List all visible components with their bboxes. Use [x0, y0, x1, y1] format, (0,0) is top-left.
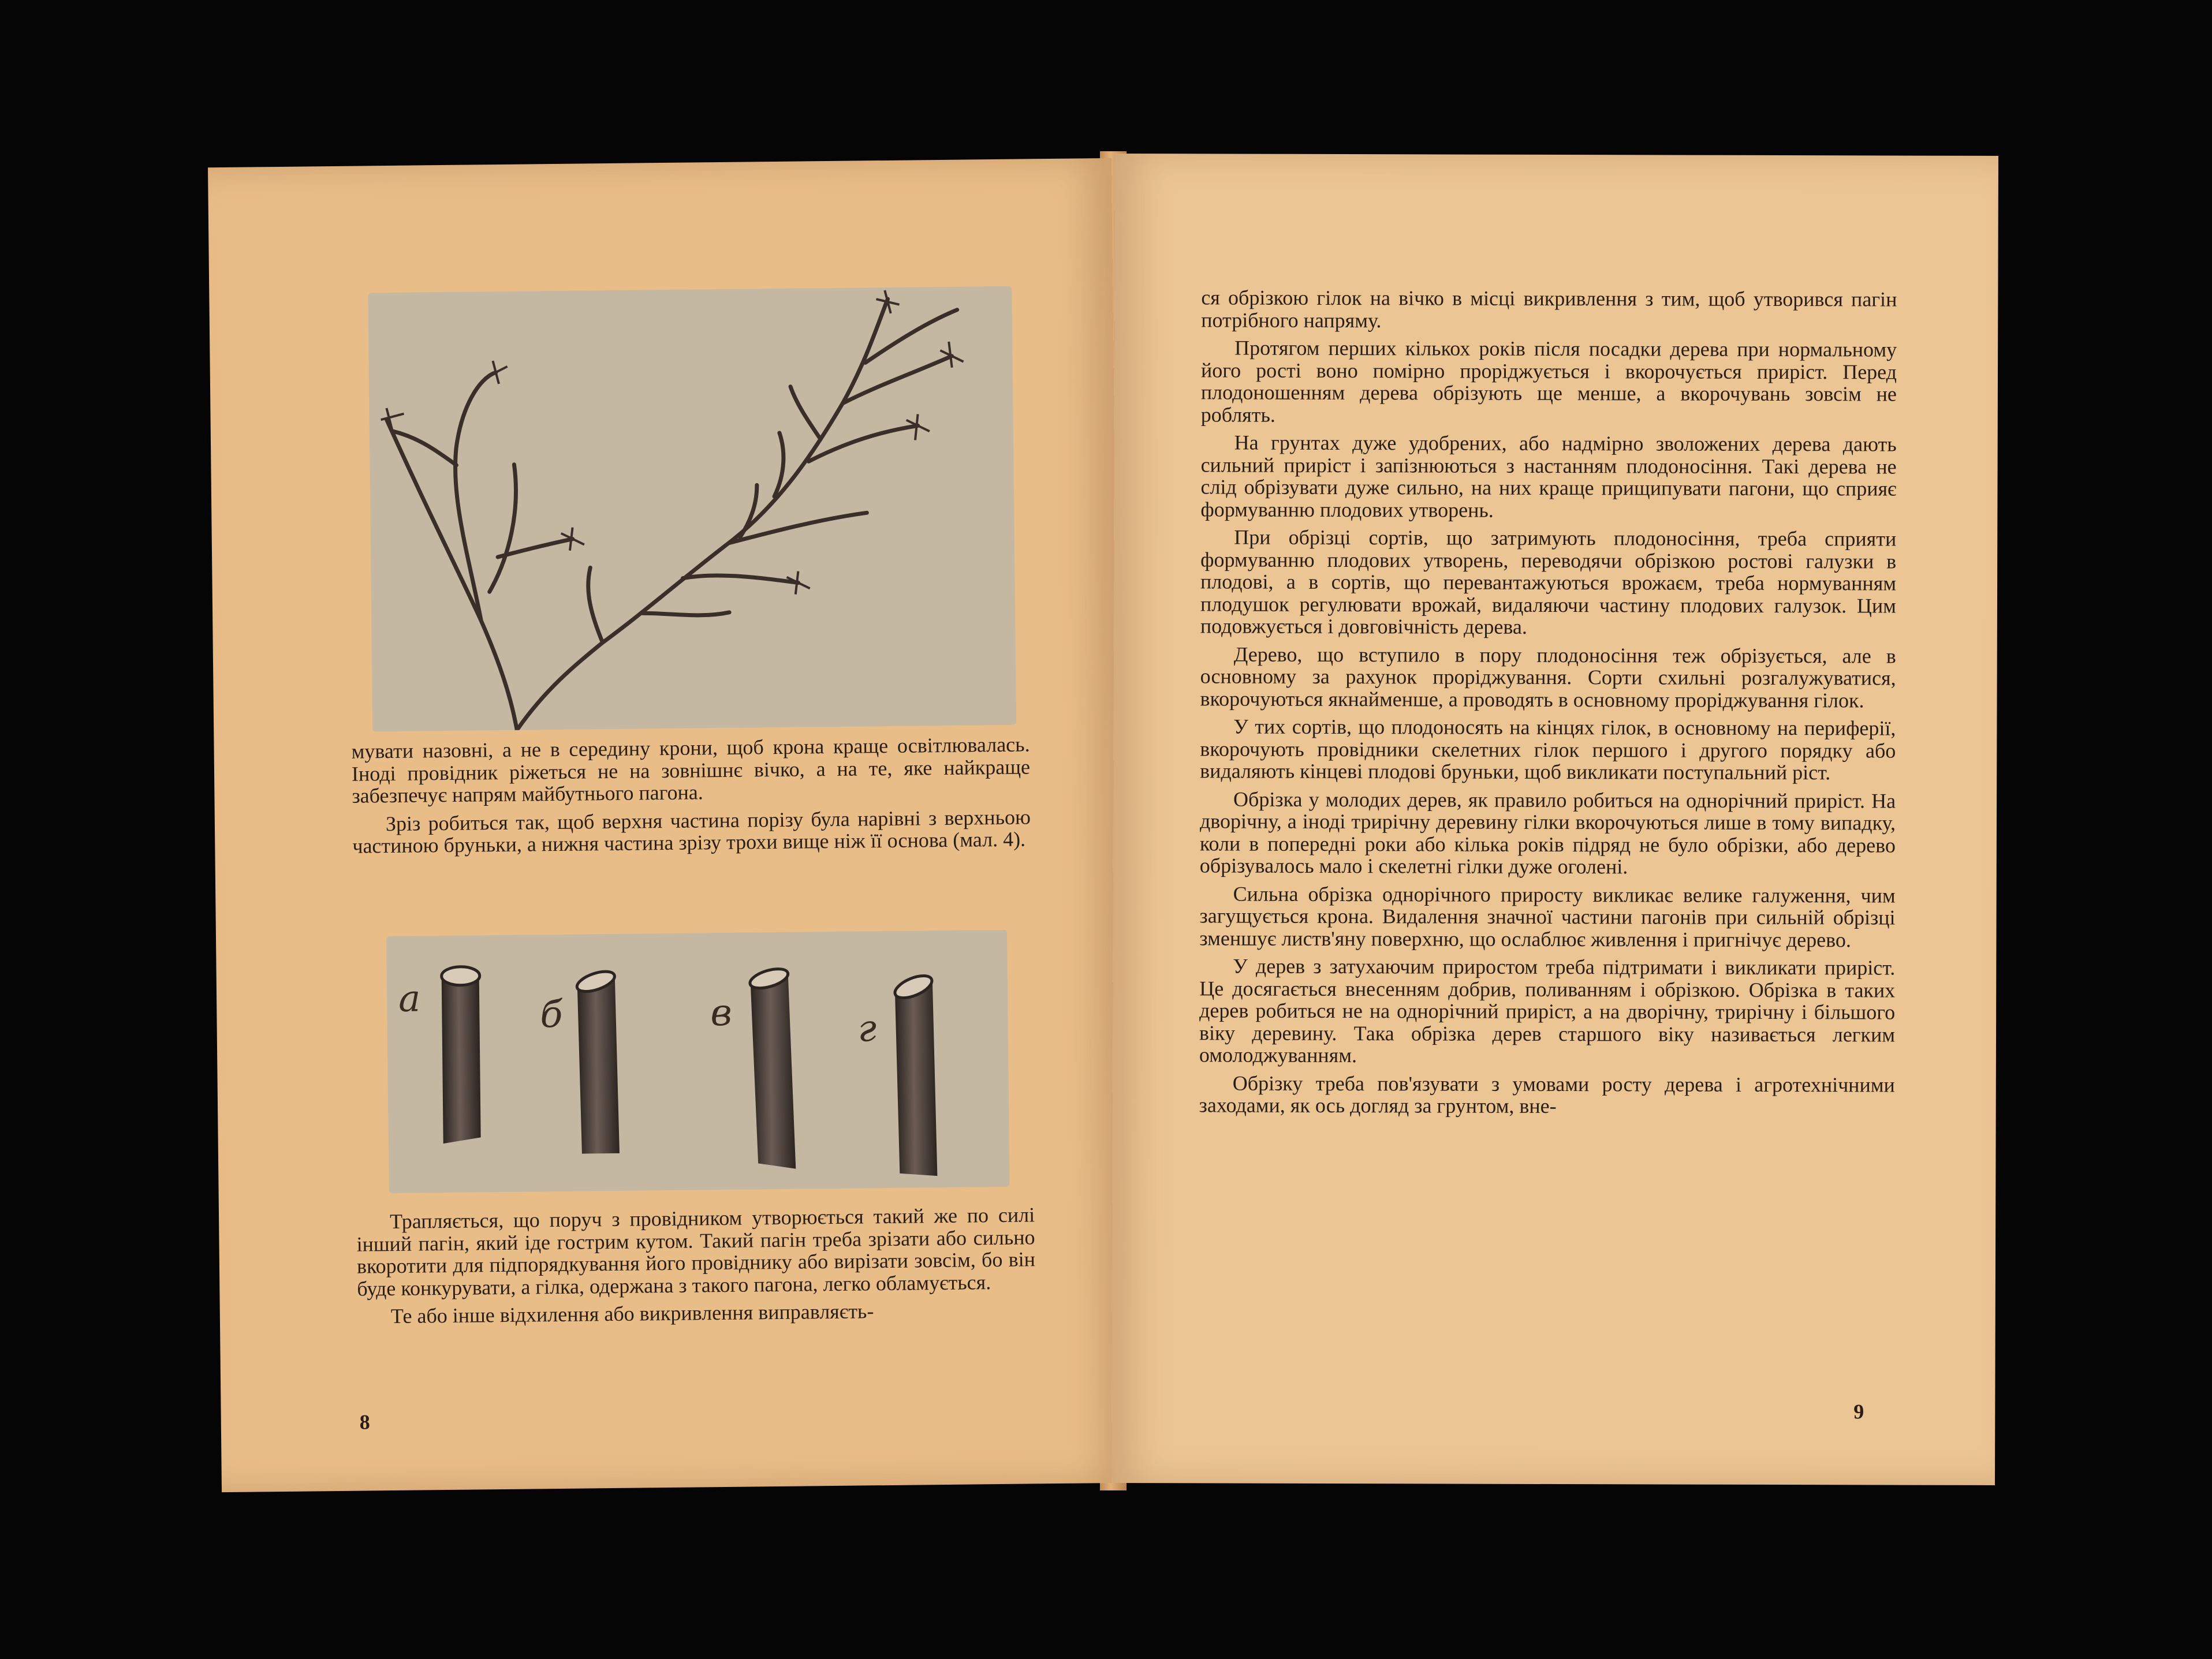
paragraph: Протягом перших кількох років після посадки дерева при нормальному його рості воно помірно проріджується і вкорочується приріст. Перед плодоношенням дерева обрізують ще менше, а вкорочувань зовсім не роблять. [1200, 336, 1897, 427]
branch-illustration [368, 286, 1016, 732]
cut-types-illustration [386, 930, 1010, 1193]
paragraph: Те або інше відхилення або викривлення виправляєть- [390, 1299, 874, 1328]
left-text-bottom [356, 1204, 1036, 1333]
right-page [1111, 154, 1998, 1485]
paragraph: Обрізку треба пов'язувати з умовами росту дерева і агротехнічними заходами, як ось догляд за грунтом, вне- [1199, 1071, 1895, 1118]
page-number-left: 8 [359, 1410, 371, 1434]
branch-drawing [368, 286, 1016, 732]
left-page [208, 158, 1125, 1492]
paragraph: Сильна обрізка однорічного приросту викликає велике галуження, чим загущується крона. Видалення значної частини пагонів при сильній обрізці зменшує листв'яну поверхню, що ослаблює живлення і пригнічує дерево. [1199, 882, 1896, 951]
paragraph: ся обрізкою гілок на вічко в місці викривлення з тим, щоб утворився пагін потрібного напряму. [1201, 286, 1897, 332]
cut-types-drawing [386, 930, 1010, 1193]
right-text [1199, 286, 1897, 1124]
left-text-top [351, 733, 1031, 863]
paragraph: Трапляється, що поруч з провідником утворюється такий же по силі інший пагін, який іде гострим кутом. Такий пагін треба зрізати або сильно вкоротити для підпорядкування його провіднику або вирізати зовсім, бо він буде конкурувати, а гілка, одержана з такого пагона, легко обламується. [356, 1203, 1036, 1301]
paragraph: Обрізка у молодих дерев, як правило робиться на однорічний приріст. На дворічну, а іноді трирічну деревину гілки вкорочуються лише в тому випадку, коли в попередні роки або кілька років підряд не було обрізки, або дерево обрізувалось мало і скелетні гілки дуже оголені. [1199, 787, 1896, 879]
cut-label-v: в [710, 991, 733, 1035]
paragraph: Зріз робиться так, щоб верхня частина порізу була нарівні з верхньою частиною бруньки, а нижня частина зрізу трохи вище ніж її основа (мал. 4). [352, 805, 1031, 858]
page-number-right: 9 [1853, 1400, 1864, 1423]
paragraph: У тих сортів, що плодоносять на кінцях гілок, в основному на периферії, вкорочують провідники скелетних гілок першого і другого порядку або видаляють кінцеві плодові бруньки, щоб викликати поступальний ріст. [1200, 715, 1896, 784]
paragraph: На грунтах дуже удобрених, або надмірно зволожених дерева дають сильний приріст і запізнюються з настанням плодоносіння. Такі дерева не слід обрізувати дуже сильно, на них краще прищипувати пагони, що сприяє формуванню плодових утворень. [1200, 431, 1897, 522]
cut-label-g: г [857, 1007, 877, 1051]
cut-label-a: а [398, 977, 421, 1021]
paragraph: При обрізці сортів, що затримують плодоносіння, треба сприяти формуванню плодових утворень, переводячи обрізкою ростові галузки в плодові, а в сортів, що перевантажуються врожаєм, треба нормуванням плодушок регулювати врожай, видаляючи частину плодових галузок. Цим подовжується і довговічність дерева. [1200, 525, 1897, 638]
paragraph: Дерево, що вступило в пору плодоносіння теж обрізується, але в основному за рахунок проріджування. Сорти схильні розгалужуватися, вкорочуються якнайменше, а проводять в основному проріджування гілок. [1200, 642, 1896, 712]
paragraph: У дерев з затухаючим приростом треба підтримати і викликати приріст. Це досягається внесенням добрив, поливанням і обрізкою. Обрізка в таких дерев робиться не на однорічний приріст, а на дворічну, трирічну і більшого віку деревину. Така обрізка дерев старшого віку називається легким омолоджуванням. [1199, 954, 1896, 1067]
paragraph: мувати назовні, а не в середину крони, щоб крона краще освітлювалась. Іноді провідник ріжеться не на зовнішнє вічко, а на те, яке найкраще забезпечує напрям майбутнього пагона. [351, 733, 1031, 808]
cut-label-b: б [540, 993, 563, 1037]
